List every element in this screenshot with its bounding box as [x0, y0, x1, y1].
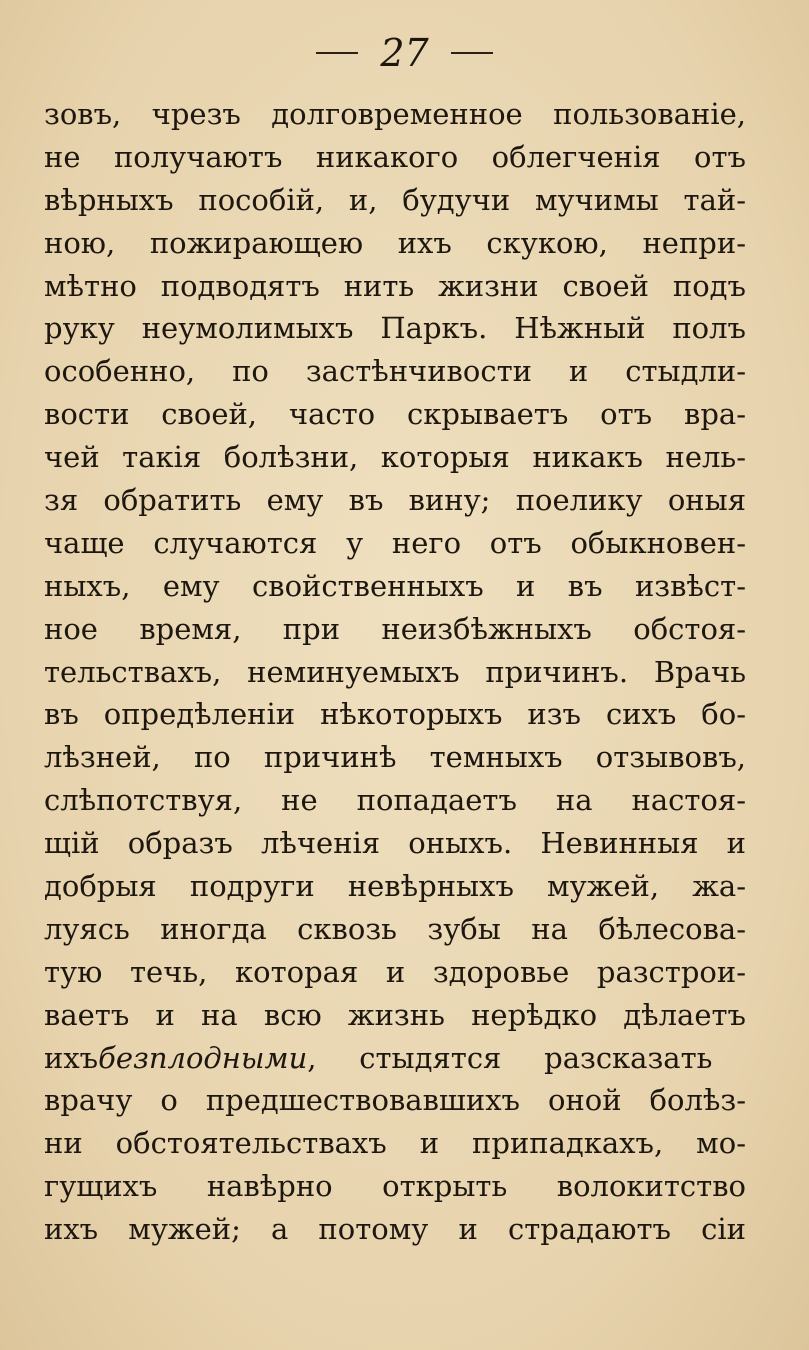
text-line — [44, 1079, 746, 1122]
text-run: щій образъ лѣченія оныхъ. Невинныя и — [44, 826, 746, 861]
text-run: ихъ — [44, 1040, 99, 1075]
text-run: въ опредѣленіи нѣкоторыхъ изъ сихъ бо- — [44, 697, 746, 732]
text-line — [44, 1208, 746, 1251]
text-run: слѣпотствуя, не попадаетъ на настоя- — [44, 783, 746, 818]
page-number: 27 — [380, 31, 429, 75]
text-line-content — [44, 136, 746, 179]
text-run: лѣзней, по причинѣ темныхъ отзывовъ, — [44, 740, 746, 775]
text-line-content — [44, 1079, 746, 1122]
text-line-content — [44, 1037, 712, 1080]
text-line-content — [44, 307, 746, 350]
text-line-content — [44, 779, 746, 822]
text-run: ною, пожирающею ихъ скукою, непри- — [44, 225, 746, 260]
text-line-content — [44, 479, 746, 522]
text-run: зовъ, чрезъ долговременное пользованіе, — [44, 97, 746, 131]
text-line — [44, 651, 746, 694]
text-run: ни обстоятельствахъ и припадкахъ, мо- — [44, 1126, 746, 1161]
text-line — [44, 951, 746, 994]
text-run: тую течь, которая и здоровье разстрои- — [44, 954, 746, 989]
text-line-content — [44, 736, 746, 779]
text-run: особенно, по застѣнчивости и стыдли- — [44, 354, 746, 389]
text-line — [44, 736, 746, 779]
text-line-content — [44, 994, 746, 1037]
text-run: тельствахъ, неминуемыхъ причинъ. Врачь — [44, 654, 746, 689]
header-dash-left — [316, 52, 358, 54]
text-line — [44, 779, 746, 822]
header-dash-right — [451, 52, 493, 54]
text-line-content — [44, 693, 746, 736]
text-line — [44, 479, 746, 522]
text-line-content — [44, 222, 746, 265]
text-line — [44, 436, 746, 479]
text-line-content — [44, 565, 746, 608]
text-run: зя обратить ему въ вину; поелику оныя — [44, 483, 746, 518]
text-line-content — [44, 651, 746, 694]
text-run: вости своей, часто скрываетъ отъ вра- — [44, 397, 746, 432]
text-run: руку неумолимыхъ Паркъ. Нѣжный полъ — [44, 311, 746, 346]
text-line-content — [44, 951, 746, 994]
text-line — [44, 865, 746, 908]
text-line — [44, 608, 746, 651]
italic-word: безплодными — [98, 1040, 308, 1075]
text-line-content — [44, 93, 746, 136]
text-line-content — [44, 1122, 746, 1165]
text-line-content — [44, 1165, 746, 1208]
text-run: не получаютъ никакого облегченія отъ — [44, 139, 746, 174]
text-line — [44, 522, 746, 565]
text-line-content — [44, 865, 746, 908]
text-line — [44, 179, 746, 222]
text-run: гущихъ навѣрно открыть волокитство — [44, 1169, 746, 1204]
text-line — [44, 350, 746, 393]
text-line — [44, 1037, 746, 1080]
text-run: , стыдятся разсказать — [307, 1040, 713, 1075]
text-run: ваетъ и на всю жизнь нерѣдко дѣлаетъ — [44, 997, 746, 1032]
text-line — [44, 265, 746, 308]
text-line — [44, 565, 746, 608]
text-line — [44, 994, 746, 1037]
text-line — [44, 908, 746, 951]
text-line-content — [44, 350, 746, 393]
text-line-content — [44, 822, 746, 865]
text-run: вѣрныхъ пособій, и, будучи мучимы тай- — [44, 182, 746, 217]
text-line — [44, 693, 746, 736]
body-text — [44, 93, 746, 1253]
text-line — [44, 1122, 746, 1165]
text-run: добрыя подруги невѣрныхъ мужей, жа- — [44, 869, 746, 904]
text-line — [44, 93, 746, 136]
text-run: ное время, при неизбѣжныхъ обстоя- — [44, 611, 746, 646]
text-run: ихъ мужей; а потому и страдаютъ сіи — [44, 1212, 746, 1247]
text-line-content — [44, 265, 746, 308]
text-run: чаще случаются у него отъ обыкновен- — [44, 525, 746, 560]
text-run: мѣтно подводятъ нить жизни своей подъ — [44, 268, 746, 303]
text-run: луясь иногда сквозь зубы на бѣлесова- — [44, 911, 746, 946]
text-line — [44, 307, 746, 350]
text-line — [44, 222, 746, 265]
text-run: ныхъ, ему свойственныхъ и въ извѣст- — [44, 568, 746, 603]
text-line — [44, 822, 746, 865]
text-line-content — [44, 179, 746, 222]
text-run: чей такія болѣзни, которыя никакъ нель- — [44, 440, 746, 475]
text-line — [44, 1165, 746, 1208]
text-line-content — [44, 908, 746, 951]
text-line-content — [44, 1208, 746, 1251]
text-line-content — [44, 522, 746, 565]
text-line-content — [44, 436, 746, 479]
text-line-content — [44, 393, 746, 436]
text-line-content — [44, 608, 746, 651]
text-run: врачу о предшествовавшихъ оной болѣз- — [44, 1083, 746, 1118]
text-line — [44, 136, 746, 179]
page-header — [0, 28, 809, 78]
text-line — [44, 393, 746, 436]
